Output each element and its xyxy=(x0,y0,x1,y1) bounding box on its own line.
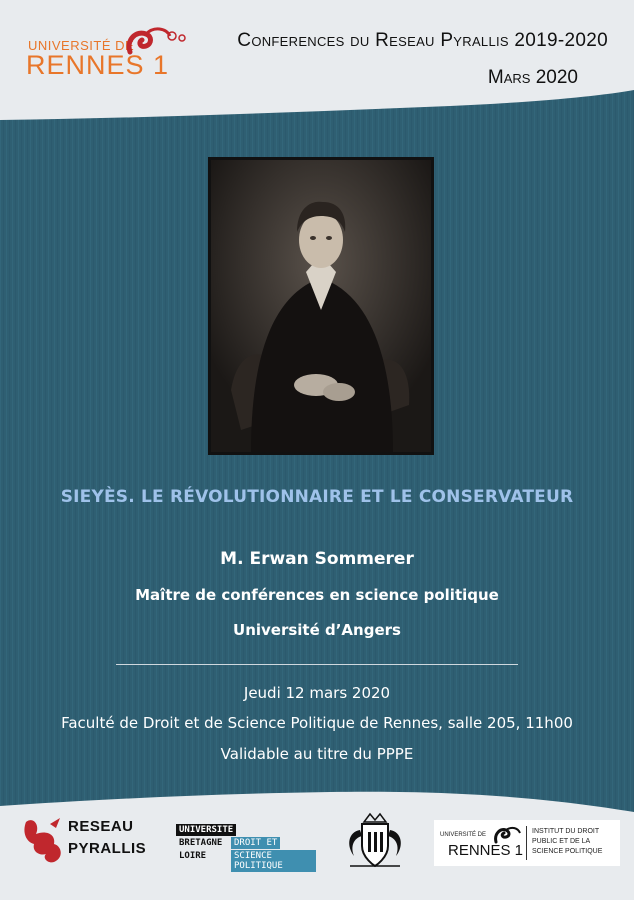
universite-rennes1-logo xyxy=(22,22,192,86)
conference-title: Conferences du Reseau Pyrallis 2019-2020 xyxy=(237,30,608,51)
logo-text-universite: UNIVERSITÉ DE xyxy=(28,38,135,53)
pyrallis-text-line1: RESEAU xyxy=(68,818,134,835)
portrait-figure xyxy=(211,160,431,452)
ubl-text-loire: LOIRE xyxy=(179,851,207,861)
universite-bretagne-loire-logo xyxy=(176,824,316,871)
portrait-image xyxy=(208,157,434,455)
idp-text-rennes: RENNES 1 xyxy=(448,842,524,859)
idp-text-universite: UNIVERSITÉ DE xyxy=(440,832,487,838)
pyrallis-text-line2: PYRALLIS xyxy=(68,840,147,857)
ubl-text-universite: UNIVERSITE xyxy=(176,824,236,836)
logo-dragon-icon xyxy=(122,22,192,62)
ubl-text-droit: DROIT ET xyxy=(231,837,280,849)
ubl-text-science-politique: SCIENCE POLITIQUE xyxy=(231,850,316,872)
conference-date: Mars 2020 xyxy=(487,67,578,88)
ubl-text-bretagne: BRETAGNE xyxy=(179,838,223,848)
event-date: Jeudi 12 mars 2020 xyxy=(243,684,391,702)
idpsp-rennes1-logo xyxy=(434,820,620,866)
idp-institute-text: INSTITUT DU DROIT PUBLIC ET DE LA SCIENCE POLITIQUE xyxy=(532,828,603,855)
speaker-role: Maître de conférences en science politique xyxy=(135,586,499,604)
logo-text-rennes: RENNES 1 xyxy=(26,50,170,80)
idp-dragon-icon xyxy=(492,824,522,846)
speaker-university: Université d’Angers xyxy=(233,621,401,639)
lecture-title: SIEYÈS. LE RÉVOLUTIONNAIRE ET LE CONSERVATEUR xyxy=(60,487,574,507)
reseau-pyrallis-logo xyxy=(20,812,150,872)
speaker-name: M. Erwan Sommerer xyxy=(220,549,414,569)
divider-line xyxy=(116,664,518,665)
dragon-icon xyxy=(20,812,68,870)
validation-note: Validable au titre du PPPE xyxy=(220,745,414,763)
coat-of-arms-icon xyxy=(340,810,410,872)
idp-separator xyxy=(526,826,527,860)
event-place: Faculté de Droit et de Science Politique de Rennes, salle 205, 11h00 xyxy=(61,714,573,732)
